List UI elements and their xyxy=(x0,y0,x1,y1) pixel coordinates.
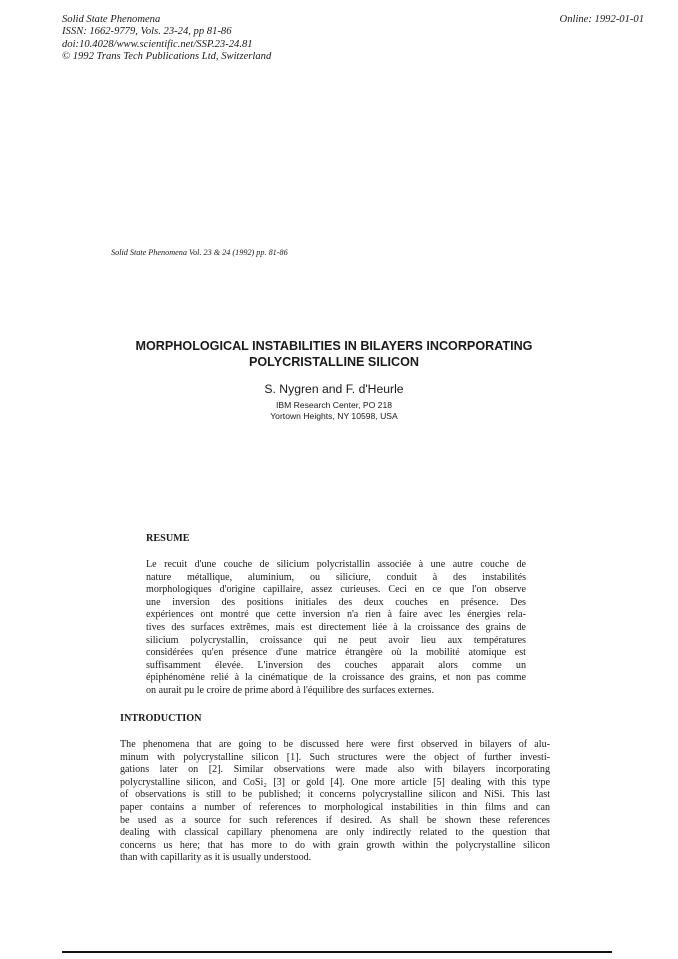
introduction-heading: INTRODUCTION xyxy=(120,713,202,724)
introduction-line: concerns us here; that has more to do with grain growth within the polycrystalline silicon xyxy=(120,839,550,851)
introduction-line: paper contains a number of references to morphological instabilities in thin films and can xyxy=(120,801,550,813)
introduction-paragraph xyxy=(120,739,550,865)
paper-title xyxy=(100,338,568,370)
introduction-line: be used as a source for such references if desired. As shall be shown these references xyxy=(120,814,550,826)
resume-line: nature métallique, aluminium, ou siliciure, conduit à des instabilités xyxy=(146,571,526,583)
citation-header xyxy=(62,14,271,64)
introduction-line: than with capillarity as it is usually understood. xyxy=(120,852,312,864)
resume-line: on aurait pu le croire de prime abord à l'équilibre des surfaces externes. xyxy=(146,684,434,696)
resume-heading: RESUME xyxy=(146,533,190,544)
resume-line: suffisamment élevée. L'inversion des couches apparait alors comme un xyxy=(146,659,526,671)
resume-line: épiphénomène relié à la cinématique de la croissance des grains, et non pas comme xyxy=(146,672,526,684)
online-date: Online: 1992-01-01 xyxy=(559,14,644,25)
introduction-line: of observations is still to be published; it concerns polycrystalline silicon and NiSi. This last xyxy=(120,789,550,801)
resume-paragraph xyxy=(146,559,526,698)
journal-reference: Solid State Phenomena Vol. 23 & 24 (1992) pp. 81-86 xyxy=(111,248,288,257)
issn-line: ISSN: 1662-9779, Vols. 23-24, pp 81-86 xyxy=(62,26,232,38)
journal-name: Solid State Phenomena xyxy=(62,14,161,25)
doi-line: doi:10.4028/www.scientific.net/SSP.23-24.81 xyxy=(62,38,253,50)
title-line-2: POLYCRISTALLINE SILICON xyxy=(248,355,420,369)
bottom-rule xyxy=(62,951,612,953)
resume-line: tives des surfaces extrêmes, mais est directement liée à la croissance des grains de xyxy=(146,621,526,633)
resume-line: expériences ont montré que cette inversion n'a rien à faire avec les énergies rela- xyxy=(146,609,526,621)
introduction-line: minum with polycrystalline silicon [1]. Such structures were the object of further investi- xyxy=(120,751,550,763)
copyright-line: © 1992 Trans Tech Publications Ltd, Switzerland xyxy=(62,51,272,63)
title-line-1: MORPHOLOGICAL INSTABILITIES IN BILAYERS INCORPORATING xyxy=(135,339,533,353)
resume-line: morphologiques d'origine capillaire, assez curieuses. Ceci en ce que l'on observe xyxy=(146,584,526,596)
resume-line: silicium polycrystallin, croissance qui ne peut avoir lieu aux températures xyxy=(146,634,526,646)
affiliation-line-2: Yortown Heights, NY 10598, USA xyxy=(270,410,398,421)
introduction-line: The phenomena that are going to be discussed here were first observed in bilayers of alu- xyxy=(120,739,550,750)
resume-line: une inversion des positions initiales des deux couches en présence. Des xyxy=(146,596,526,608)
resume-line: Le recuit d'une couche de silicium polycristallin associée à une autre couche de xyxy=(146,559,526,570)
resume-line: considérées qu'en présence d'une matrice étrangère où la mobilité atomique est xyxy=(146,647,526,659)
affiliation-line-1: IBM Research Center, PO 218 xyxy=(275,400,393,410)
authors: S. Nygren and F. d'Heurle xyxy=(264,382,404,396)
introduction-line: polycrystalline silicon, and CoSi₂ [3] or gold [4]. One more article [5] dealing with this type xyxy=(120,776,550,788)
introduction-line: gations later on [2]. Similar observations were made also with bilayers incorporating xyxy=(120,764,550,776)
introduction-line: dealing with classical capillary phenomena are only indirectly related to the question that xyxy=(120,827,550,839)
affiliation xyxy=(100,400,568,421)
